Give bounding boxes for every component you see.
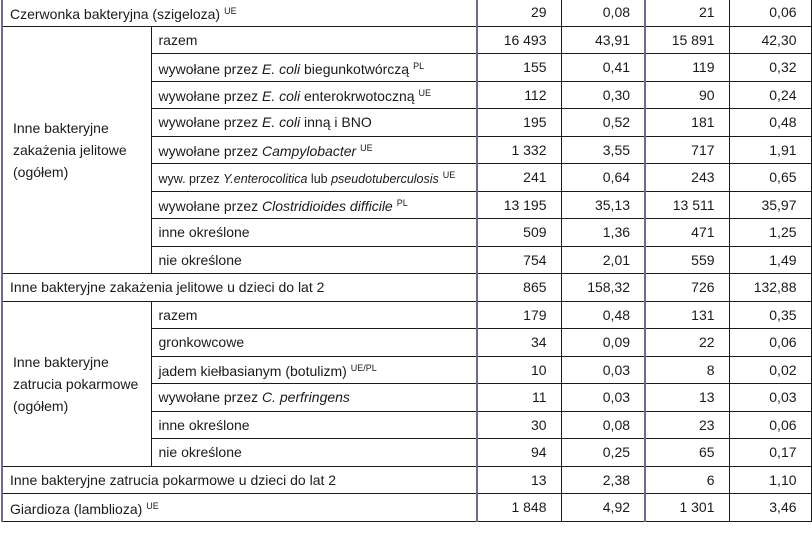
group-label-cell bbox=[2, 26, 151, 274]
table-body bbox=[2, 0, 811, 521]
group-label-line: (ogółem) bbox=[13, 397, 69, 414]
value-cell: 23 bbox=[645, 411, 729, 439]
row-label-text: lub bbox=[307, 172, 332, 187]
value-cell: 0,35 bbox=[729, 301, 811, 329]
row-label-text: wywołane przez bbox=[158, 114, 262, 131]
value-cell: 155 bbox=[477, 54, 561, 82]
value-cell: 1,49 bbox=[729, 246, 811, 274]
value-cell: 0,48 bbox=[729, 109, 811, 137]
table-row bbox=[2, 274, 811, 302]
row-label-text: biegunkotwórczą bbox=[300, 60, 410, 77]
table-row bbox=[2, 301, 811, 329]
value-cell: 0,17 bbox=[729, 439, 811, 467]
value-cell: 30 bbox=[477, 411, 561, 439]
disease-statistics-table bbox=[1, 0, 812, 522]
category-cell bbox=[2, 274, 477, 302]
subcategory-cell bbox=[151, 164, 477, 192]
value-cell: 0,06 bbox=[729, 0, 811, 26]
value-cell: 0,08 bbox=[561, 0, 645, 26]
subcategory-cell bbox=[151, 301, 477, 329]
value-cell: 13 bbox=[477, 466, 561, 494]
value-cell: 754 bbox=[477, 246, 561, 274]
value-cell: 0,03 bbox=[561, 356, 645, 384]
value-cell: 865 bbox=[477, 274, 561, 302]
value-cell: 181 bbox=[645, 109, 729, 137]
row-label: razem bbox=[158, 306, 198, 323]
value-cell: 132,88 bbox=[729, 274, 811, 302]
footnote-marker: UE bbox=[146, 500, 159, 511]
row-label: Giardioza (lamblioza) bbox=[10, 500, 143, 517]
row-label-italic: Y.enterocolitica bbox=[223, 172, 308, 187]
value-cell: 11 bbox=[477, 384, 561, 412]
row-label: gronkowcowe bbox=[158, 334, 245, 351]
value-cell: 13 bbox=[645, 384, 729, 412]
value-cell: 0,03 bbox=[561, 384, 645, 412]
value-cell: 0,65 bbox=[729, 164, 811, 192]
value-cell: 34 bbox=[477, 329, 561, 357]
value-cell: 1 332 bbox=[477, 136, 561, 164]
row-label-italic: E. coli bbox=[262, 60, 301, 77]
subcategory-cell bbox=[151, 54, 477, 82]
value-cell: 4,92 bbox=[561, 494, 645, 522]
subcategory-cell bbox=[151, 109, 477, 137]
category-cell bbox=[2, 494, 477, 522]
value-cell: 559 bbox=[645, 246, 729, 274]
row-label: razem bbox=[158, 31, 198, 48]
category-cell bbox=[2, 466, 477, 494]
row-label: jadem kiełbasianym (botulizm) bbox=[158, 363, 347, 380]
value-cell: 0,48 bbox=[561, 301, 645, 329]
row-label: nie określone bbox=[158, 251, 242, 268]
value-cell: 1,25 bbox=[729, 219, 811, 247]
value-cell: 0,30 bbox=[561, 81, 645, 109]
row-label-italic: E. coli bbox=[262, 88, 301, 105]
value-cell: 8 bbox=[645, 356, 729, 384]
value-cell: 35,97 bbox=[729, 191, 811, 219]
group-label-line: zakażenia jelitowe bbox=[13, 141, 127, 158]
value-cell: 0,06 bbox=[729, 411, 811, 439]
row-label: Inne bakteryjne zatrucia pokarmowe u dzieci do lat 2 bbox=[10, 471, 337, 488]
row-label: Czerwonka bakteryjna (szigeloza) bbox=[10, 5, 221, 22]
value-cell: 112 bbox=[477, 81, 561, 109]
value-cell: 471 bbox=[645, 219, 729, 247]
value-cell: 0,24 bbox=[729, 81, 811, 109]
value-cell: 43,91 bbox=[561, 26, 645, 54]
value-cell: 726 bbox=[645, 274, 729, 302]
subcategory-cell bbox=[151, 26, 477, 54]
table-row bbox=[2, 26, 811, 54]
subcategory-cell bbox=[151, 356, 477, 384]
footnote-marker: UE bbox=[442, 170, 456, 181]
value-cell: 90 bbox=[645, 81, 729, 109]
value-cell: 3,46 bbox=[729, 494, 811, 522]
value-cell: 6 bbox=[645, 466, 729, 494]
value-cell: 158,32 bbox=[561, 274, 645, 302]
subcategory-cell bbox=[151, 329, 477, 357]
row-label: inne określone bbox=[158, 416, 250, 433]
value-cell: 2,38 bbox=[561, 466, 645, 494]
footnote-marker: UE bbox=[360, 143, 373, 154]
table-row bbox=[2, 0, 811, 26]
row-label: Inne bakteryjne zakażenia jelitowe u dzieci do lat 2 bbox=[10, 279, 325, 296]
value-cell: 0,02 bbox=[729, 356, 811, 384]
value-cell: 243 bbox=[645, 164, 729, 192]
subcategory-cell bbox=[151, 81, 477, 109]
group-label-line: zatrucia pokarmowe bbox=[13, 375, 139, 392]
value-cell: 0,32 bbox=[729, 54, 811, 82]
value-cell: 16 493 bbox=[477, 26, 561, 54]
row-label: inne określone bbox=[158, 224, 250, 241]
subcategory-cell bbox=[151, 191, 477, 219]
value-cell: 717 bbox=[645, 136, 729, 164]
subcategory-cell bbox=[151, 411, 477, 439]
footnote-marker: UE bbox=[224, 5, 237, 16]
value-cell: 0,08 bbox=[561, 411, 645, 439]
category-cell bbox=[2, 0, 477, 26]
group-label-line: Inne bakteryjne bbox=[13, 353, 109, 370]
row-label-italic: C. perfringens bbox=[262, 389, 350, 406]
group-label-cell bbox=[2, 301, 151, 466]
row-label: nie określone bbox=[158, 444, 242, 461]
value-cell: 35,13 bbox=[561, 191, 645, 219]
value-cell: 0,09 bbox=[561, 329, 645, 357]
value-cell: 179 bbox=[477, 301, 561, 329]
value-cell: 1 301 bbox=[645, 494, 729, 522]
value-cell: 10 bbox=[477, 356, 561, 384]
value-cell: 509 bbox=[477, 219, 561, 247]
footnote-marker: PL bbox=[413, 60, 425, 71]
footnote-marker: PL bbox=[396, 198, 408, 209]
value-cell: 21 bbox=[645, 0, 729, 26]
value-cell: 15 891 bbox=[645, 26, 729, 54]
row-label-text: inną i BNO bbox=[300, 114, 372, 131]
value-cell: 42,30 bbox=[729, 26, 811, 54]
footnote-marker: UE/PL bbox=[350, 363, 377, 374]
value-cell: 13 195 bbox=[477, 191, 561, 219]
subcategory-cell bbox=[151, 439, 477, 467]
value-cell: 0,03 bbox=[729, 384, 811, 412]
value-cell: 1,91 bbox=[729, 136, 811, 164]
value-cell: 241 bbox=[477, 164, 561, 192]
subcategory-cell bbox=[151, 136, 477, 164]
row-label-italic: pseudotuberculosis bbox=[331, 172, 439, 187]
value-cell: 195 bbox=[477, 109, 561, 137]
row-label-italic: Clostridioides difficile bbox=[262, 198, 393, 215]
row-label-italic: E. coli bbox=[262, 114, 301, 131]
value-cell: 94 bbox=[477, 439, 561, 467]
value-cell: 0,41 bbox=[561, 54, 645, 82]
row-label-text: wywołane przez bbox=[158, 198, 262, 215]
row-label-text: wywołane przez bbox=[158, 389, 262, 406]
value-cell: 13 511 bbox=[645, 191, 729, 219]
value-cell: 22 bbox=[645, 329, 729, 357]
footnote-marker: UE bbox=[418, 88, 432, 99]
row-label-text: wyw. przez bbox=[158, 172, 224, 187]
value-cell: 3,55 bbox=[561, 136, 645, 164]
value-cell: 0,06 bbox=[729, 329, 811, 357]
group-label-line: Inne bakteryjne bbox=[13, 119, 109, 136]
subcategory-cell bbox=[151, 219, 477, 247]
group-label-line: (ogółem) bbox=[13, 163, 69, 180]
row-label-text: wywołane przez bbox=[158, 143, 262, 160]
value-cell: 131 bbox=[645, 301, 729, 329]
value-cell: 0,52 bbox=[561, 109, 645, 137]
value-cell: 0,64 bbox=[561, 164, 645, 192]
subcategory-cell bbox=[151, 384, 477, 412]
row-label-italic: Campylobacter bbox=[262, 143, 357, 160]
subcategory-cell bbox=[151, 246, 477, 274]
value-cell: 1,36 bbox=[561, 219, 645, 247]
value-cell: 2,01 bbox=[561, 246, 645, 274]
row-label-text: enterokrwotoczną bbox=[300, 88, 415, 105]
value-cell: 65 bbox=[645, 439, 729, 467]
value-cell: 29 bbox=[477, 0, 561, 26]
row-label-text: wywołane przez bbox=[158, 88, 262, 105]
value-cell: 119 bbox=[645, 54, 729, 82]
value-cell: 1 848 bbox=[477, 494, 561, 522]
value-cell: 1,10 bbox=[729, 466, 811, 494]
table-row bbox=[2, 466, 811, 494]
value-cell: 0,25 bbox=[561, 439, 645, 467]
row-label-text: wywołane przez bbox=[158, 60, 262, 77]
table-row bbox=[2, 494, 811, 522]
